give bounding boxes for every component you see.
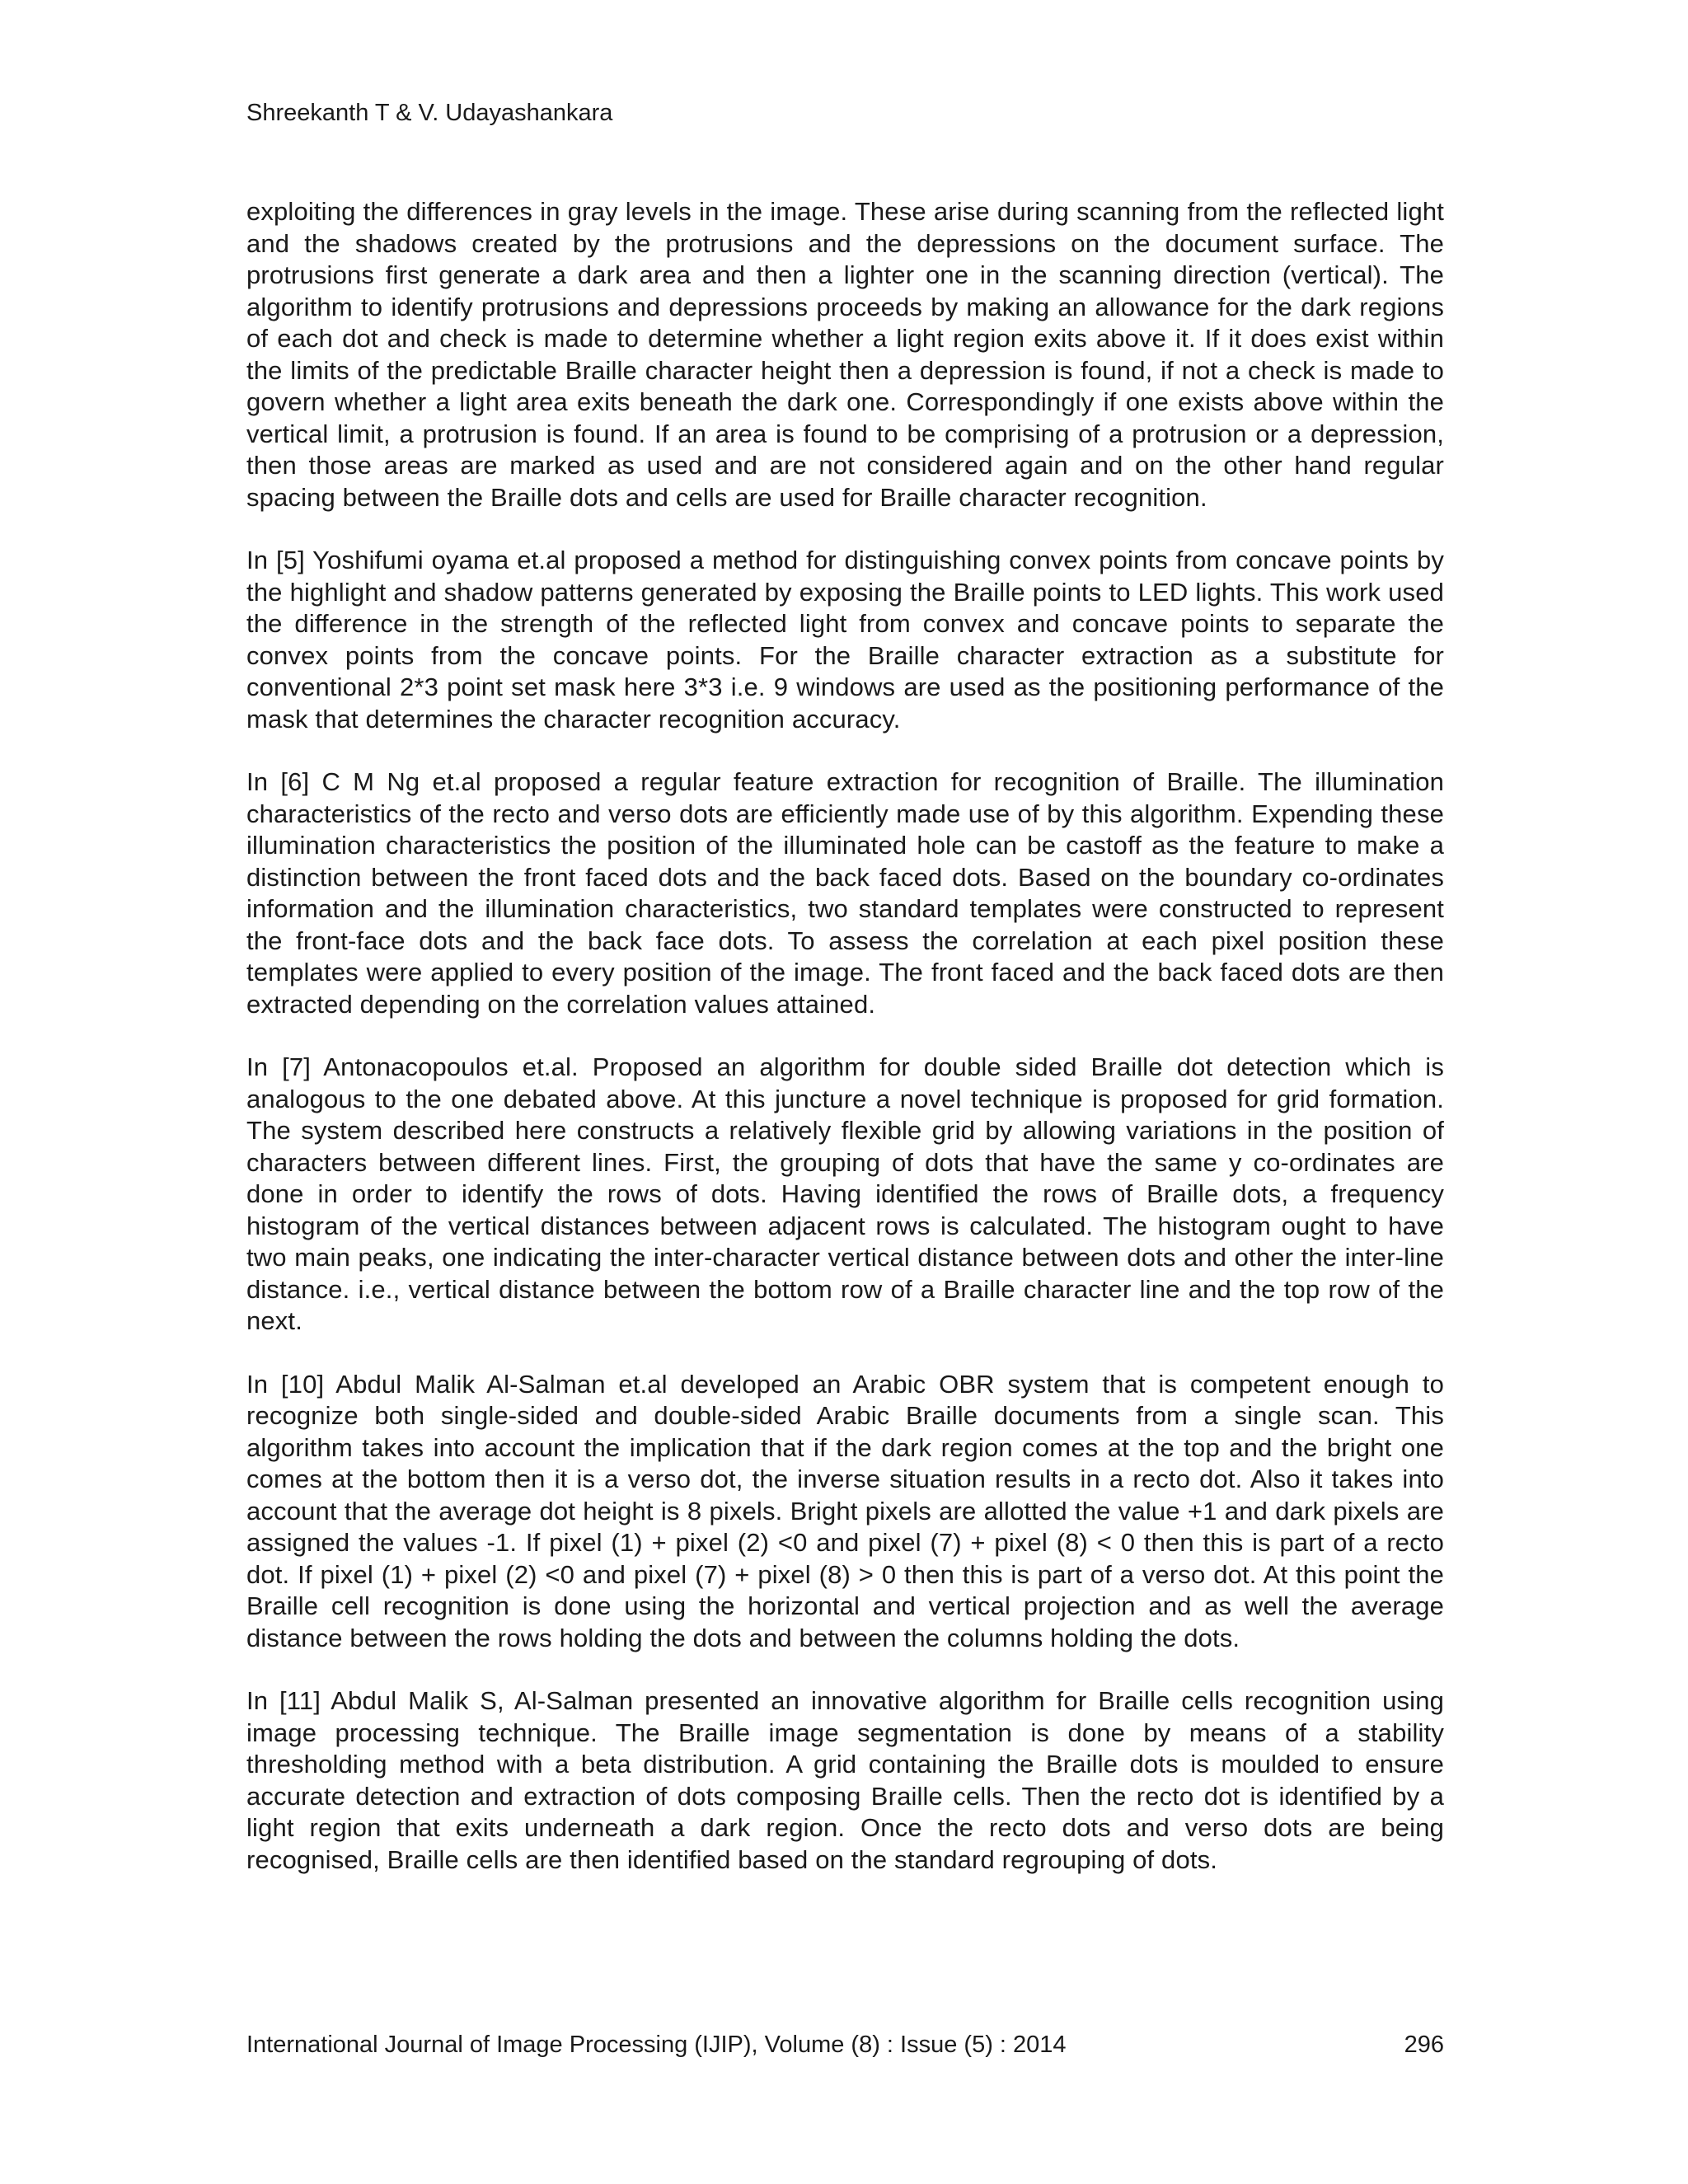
paragraph-grey-level-method: exploiting the differences in gray levels in the image. These arise during scanning from the reflected light and the shadows created by the protrusions and the depressions on the document surface. The protrusions first generate a dark area and then a lighter one in the scanning direction (vertical). The algorithm to identify protrusions and depressions proceeds by making an allowance for the dark regions of each dot and check is made to determine whether a light region exits above it. If it does exist within the limits of the predictable Braille character height then a depression is found, if not a check is made to govern whether a light area exits beneath the dark one. Correspondingly if one exists above within the vertical limit, a protrusion is found. If an area is found to be comprising of a protrusion or a depression, then those areas are marked as used and are not considered again and on the other hand regular spacing between the Braille dots and cells are used for Braille character recognition.	[246, 197, 1444, 512]
paragraph-ref-11: In [11] Abdul Malik S, Al-Salman presented an innovative algorithm for Braille cells recognition using image processing technique. The Braille image segmentation is done by means of a stability thresholding method with a beta distribution. A grid containing the Braille dots is moulded to ensure accurate detection and extraction of dots composing Braille cells. Then the recto dot is identified by a light region that exits underneath a dark region. Once the recto dots and verso dots are being recognised, Braille cells are then identified based on the standard regrouping of dots.	[246, 1686, 1444, 1874]
paragraph-ref-6: In [6] C M Ng et.al proposed a regular feature extraction for recognition of Braille. The illumination characteristics of the recto and verso dots are efficiently made use of by this algorithm. Expending these illumination characteristics the position of the illuminated hole can be castoff as the feature to make a distinction between the front faced dots and the back faced dots. Based on the boundary co-ordinates information and the illumination characteristics, two standard templates were constructed to represent the front-face dots and the back face dots. To assess the correlation at each pixel position these templates were applied to every position of the image. The front faced and the back faced dots are then extracted depending on the correlation values attained.	[246, 767, 1444, 1019]
running-header-authors: Shreekanth T & V. Udayashankara	[246, 100, 613, 126]
footer-journal-citation: International Journal of Image Processing (IJIP), Volume (8) : Issue (5) : 2014	[246, 2032, 1067, 2058]
footer-page-number: 296	[1404, 2032, 1444, 2058]
paragraph-ref-7: In [7] Antonacopoulos et.al. Proposed an algorithm for double sided Braille dot detection which is analogous to the one debated above. At this juncture a novel technique is proposed for grid formation. The system described here constructs a relatively flexible grid by allowing variations in the position of characters between different lines. First, the grouping of dots that have the same y co-ordinates are done in order to identify the rows of dots. Having identified the rows of Braille dots, a frequency histogram of the vertical distances between adjacent rows is calculated. The histogram ought to have two main peaks, one indicating the inter-character vertical distance between dots and other the inter-line distance. i.e., vertical distance between the bottom row of a Braille character line and the top row of the next.	[246, 1052, 1444, 1335]
paragraph-ref-10: In [10] Abdul Malik Al-Salman et.al developed an Arabic OBR system that is competent enough to recognize both single-sided and double-sided Arabic Braille documents from a single scan. This algorithm takes into account the implication that if the dark region comes at the top and the bright one comes at the bottom then it is a verso dot, the inverse situation results in a recto dot. Also it takes into account that the average dot height is 8 pixels. Bright pixels are allotted the value +1 and dark pixels are assigned the values -1. If pixel (1) + pixel (2) <0 and pixel (7) + pixel (8) < 0 then this is part of a recto dot. If pixel (1) + pixel (2) <0 and pixel (7) + pixel (8) > 0 then this is part of a verso dot. At this point the Braille cell recognition is done using the horizontal and vertical projection and as well the average distance between the rows holding the dots and between the columns holding the dots.	[246, 1369, 1444, 1652]
running-footer	[246, 2029, 1444, 2060]
article-body	[246, 196, 1444, 1907]
paragraph-ref-5: In [5] Yoshifumi oyama et.al proposed a method for distinguishing convex points from concave points by the highlight and shadow patterns generated by exposing the Braille points to LED lights. This work used the difference in the strength of the reflected light from convex and concave points to separate the convex points from the concave points. For the Braille character extraction as a substitute for conventional 2*3 point set mask here 3*3 i.e. 9 windows are used as the positioning performance of the mask that determines the character recognition accuracy.	[246, 546, 1444, 733]
